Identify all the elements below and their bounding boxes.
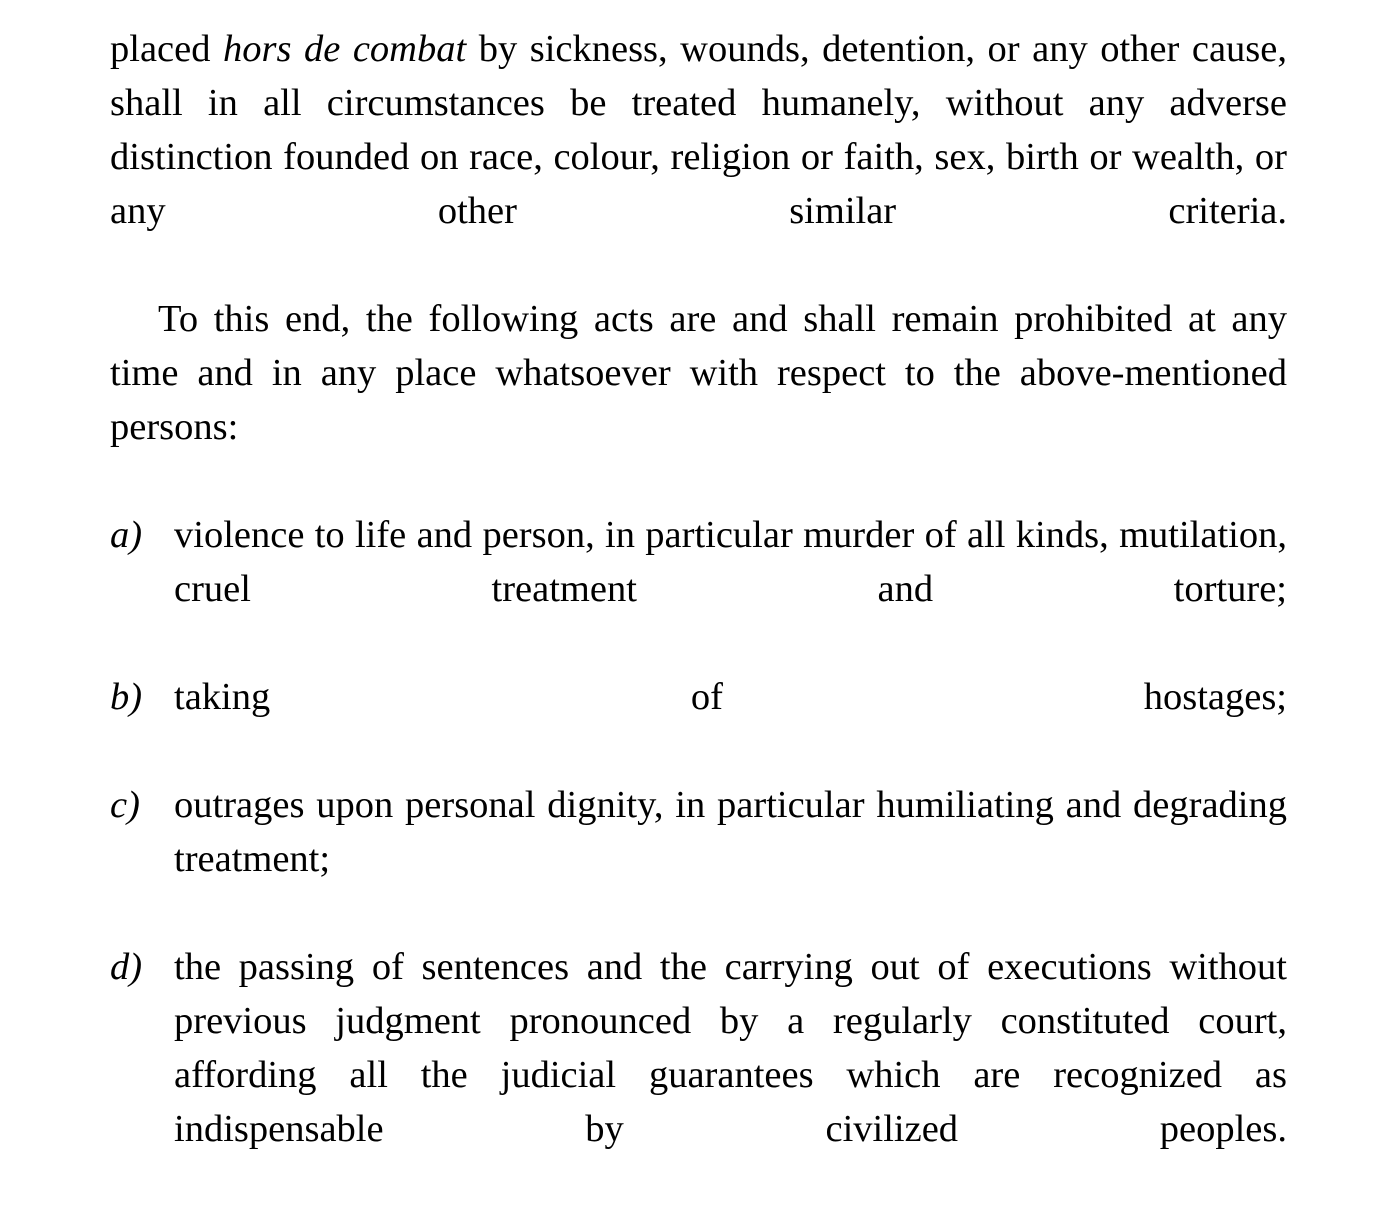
prohibited-acts-list [110, 508, 1287, 1210]
paragraph-rest-text: by sickness, wounds, detention, or any other cause, shall in all circumstances be treated humanely, without any adverse distinction founded on race, colour, religion or faith, sex, birth or wealth, or any other similar criteria. [110, 28, 1287, 232]
list-item [110, 940, 1287, 1210]
list-item-label: taking of hostages; [174, 676, 1287, 718]
latin-phrase-hors-de-combat: hors de combat [222, 28, 467, 70]
list-item-marker: d) [110, 946, 143, 988]
list-item-marker: b) [110, 676, 143, 718]
list-item-label: violence to life and person, in particular murder of all kinds, mutilation, cruel treatment and torture; [174, 514, 1287, 610]
list-item-marker: c) [110, 784, 140, 826]
paragraph-lead-text: placed [110, 28, 223, 70]
list-item-label: outrages upon personal dignity, in particular humiliating and degrading treatment; [174, 784, 1287, 880]
list-item [110, 670, 1287, 778]
list-item [110, 508, 1287, 670]
list-item [110, 778, 1287, 940]
list-item-marker: a) [110, 514, 143, 556]
paragraph-to-this-end: To this end, the following acts are and shall remain prohibited at any time and in any place whatsoever with respect to the above-mentioned persons: [110, 298, 1287, 448]
paragraph-continued [110, 22, 1287, 292]
list-item-label: the passing of sentences and the carrying out of executions without previous judgment pronounced by a regularly constituted court, affording all the judicial guarantees which are recognized as indispensable by civilized peoples. [174, 946, 1287, 1150]
